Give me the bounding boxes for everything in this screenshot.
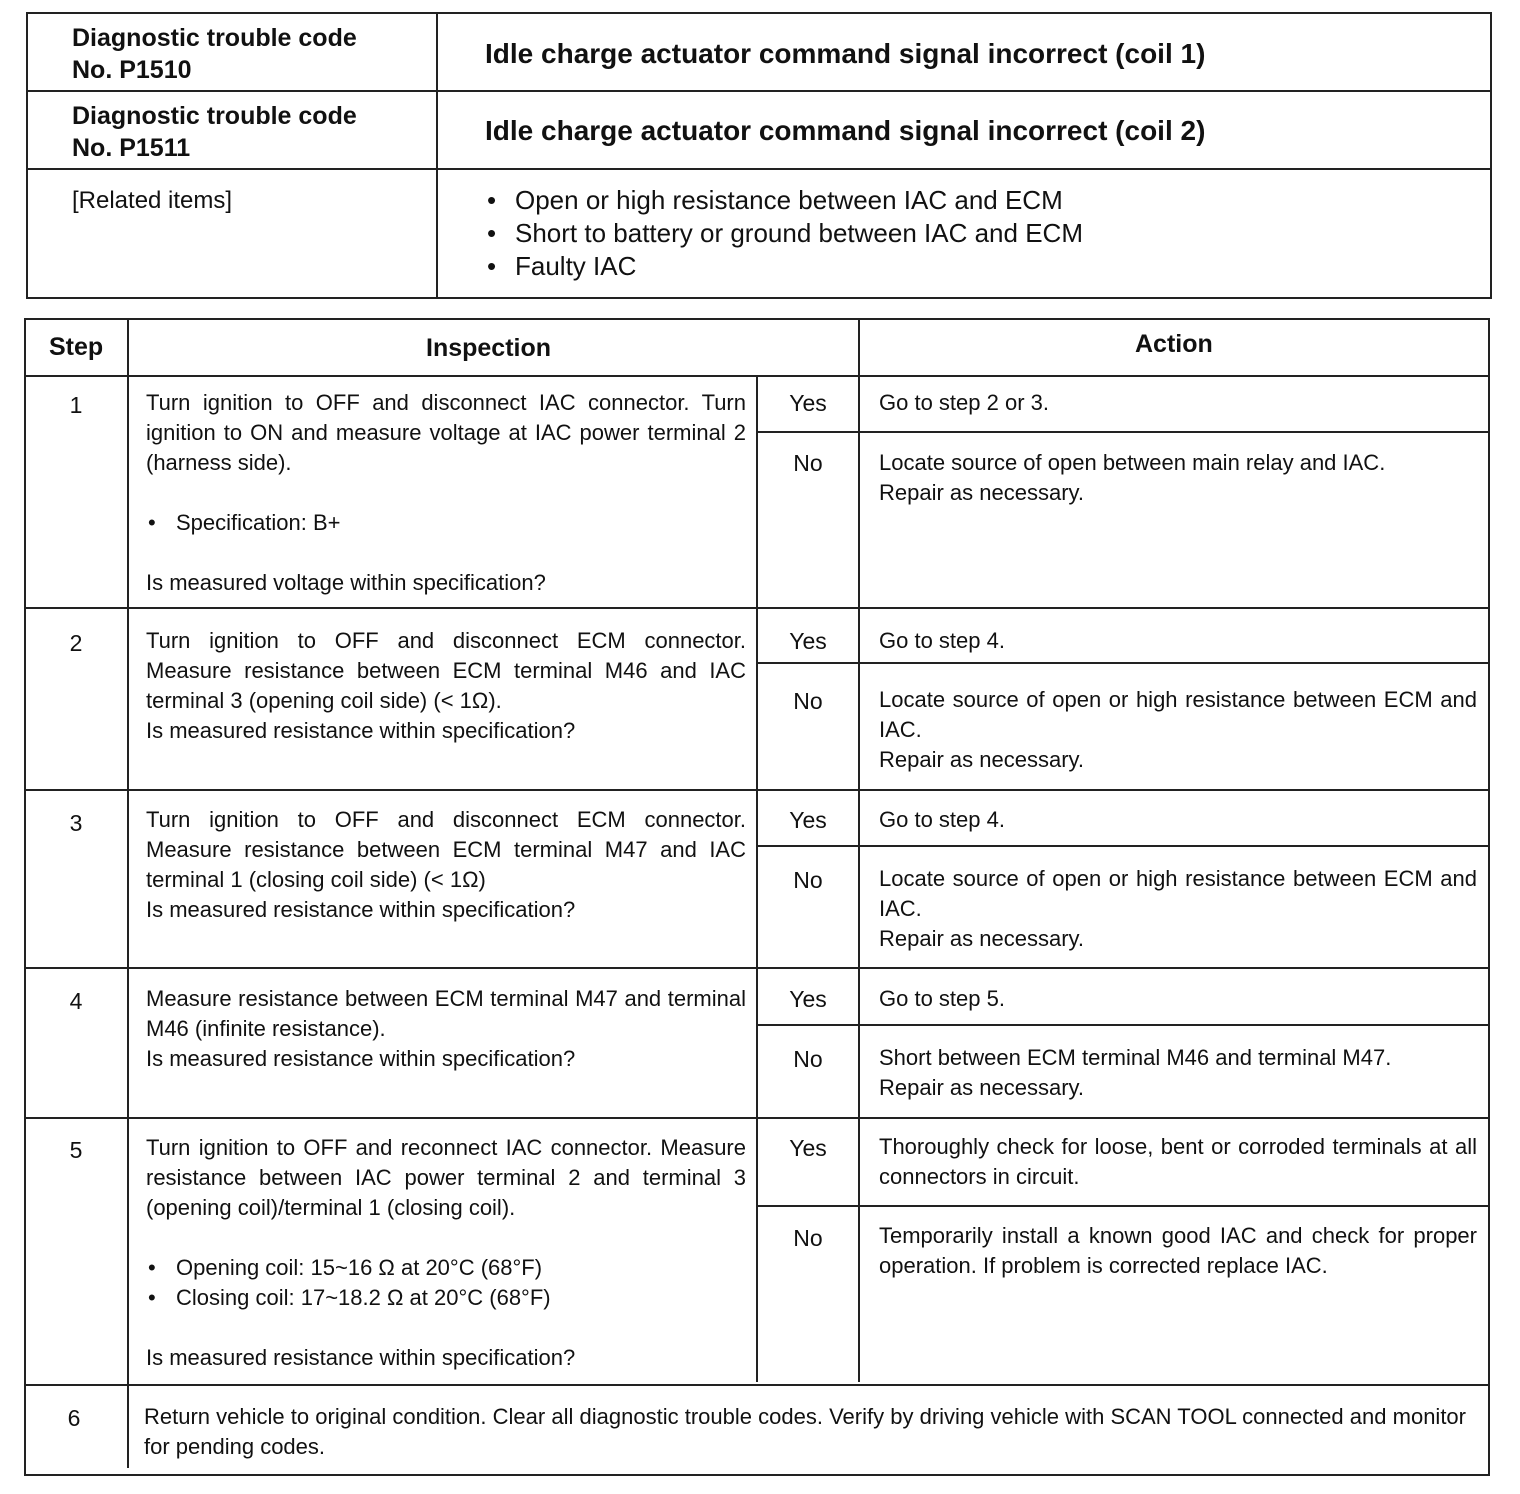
spec-bullet: • Closing coil: 17~18.2 Ω at 20°C (68°F) — [146, 1283, 746, 1313]
yes-label: Yes — [789, 1135, 827, 1161]
step-inspection: Turn ignition to OFF and disconnect IAC connector. Turn ignition to ON and measure voltage at IAC power terminal 2 (harness side). • Specification: B+ Is measured voltage within specification? — [146, 388, 746, 598]
step-number: 3 — [69, 810, 83, 836]
no-action: Short between ECM terminal M46 and terminal M47. Repair as necessary. — [879, 1045, 1392, 1100]
step-inspection: Measure resistance between ECM terminal M47 and terminal M46 (infinite resistance). Is measured resistance within specification? — [146, 986, 746, 1071]
no-label: No — [793, 450, 823, 476]
step-row-line — [24, 1117, 1490, 1119]
header-inspection: Inspection — [426, 334, 552, 362]
step-number: 1 — [69, 392, 83, 418]
dtc-label-p1511: Diagnostic trouble code No. P1511 — [72, 102, 357, 162]
header-row-line — [24, 375, 1490, 377]
yes-action: Thoroughly check for loose, bent or corroded terminals at all connectors in circuit. — [879, 1134, 1477, 1189]
no-action: Locate source of open between main relay and IAC. Repair as necessary. — [879, 450, 1386, 505]
yes-label: Yes — [789, 390, 827, 416]
yes-label: Yes — [789, 807, 827, 833]
step-inspection: Turn ignition to OFF and disconnect ECM connector. Measure resistance between ECM terminal M47 and IAC terminal 1 (closing coil side) (< 1Ω) Is measured resistance within specification? — [146, 807, 746, 922]
step-number: 2 — [69, 630, 83, 656]
step-question: Is measured resistance within specification? — [146, 1345, 576, 1370]
step-inspection: Turn ignition to OFF and reconnect IAC connector. Measure resistance between IAC power terminal 2 and terminal 3 (opening coil)/terminal 1 (closing coil). • Opening coil: 15~16 Ω at 20°C (68°F) • Closing coil: 17~18.2 Ω at 20°C (68°F) Is measured resistance within specification? — [146, 1133, 746, 1373]
dtc-row-line — [26, 90, 1492, 92]
yes-no-divider — [756, 845, 1490, 847]
spec-bullet: • Opening coil: 15~16 Ω at 20°C (68°F) — [146, 1253, 746, 1283]
yes-no-divider — [756, 431, 1490, 433]
step-row-line — [24, 789, 1490, 791]
final-step-text: Return vehicle to original condition. Clear all diagnostic trouble codes. Verify by driving vehicle with SCAN TOOL connected and monitor for pending codes. — [144, 1404, 1466, 1459]
no-label: No — [793, 867, 823, 893]
step-row-line — [24, 607, 1490, 609]
header-step: Step — [49, 333, 104, 361]
step-row-line — [24, 967, 1490, 969]
header-action: Action — [1135, 330, 1213, 358]
no-label: No — [793, 1225, 823, 1251]
dtc-title-p1510: Idle charge actuator command signal incorrect (coil 1) — [485, 38, 1206, 69]
step-question: Is measured voltage within specification? — [146, 570, 546, 595]
no-action: Temporarily install a known good IAC and check for proper operation. If problem is corrected replace IAC. — [879, 1223, 1477, 1278]
step-number: 4 — [69, 988, 83, 1014]
yes-action: Go to step 4. — [879, 628, 1005, 653]
related-item: • Faulty IAC — [483, 250, 1083, 283]
step-number: 5 — [69, 1137, 83, 1163]
related-item: • Open or high resistance between IAC and ECM — [483, 184, 1083, 217]
yes-label: Yes — [789, 628, 827, 654]
yes-action: Go to step 5. — [879, 986, 1005, 1011]
related-items-label: [Related items] — [72, 187, 233, 214]
no-action: Locate source of open or high resistance between ECM and IAC. Repair as necessary. — [879, 866, 1477, 951]
yes-action: Go to step 4. — [879, 807, 1005, 832]
dtc-table-divider — [436, 12, 438, 299]
step-row-line — [24, 1384, 1490, 1386]
dtc-label-p1510: Diagnostic trouble code No. P1510 — [72, 24, 357, 84]
yes-no-divider — [756, 1024, 1490, 1026]
yes-action: Go to step 2 or 3. — [879, 390, 1049, 415]
related-item: • Short to battery or ground between IAC and ECM — [483, 217, 1083, 250]
dtc-title-p1511: Idle charge actuator command signal incorrect (coil 2) — [485, 115, 1206, 146]
col-divider-step — [127, 318, 129, 1468]
yes-no-divider — [756, 1205, 1490, 1207]
step-inspection: Turn ignition to OFF and disconnect ECM connector. Measure resistance between ECM terminal M46 and IAC terminal 3 (opening coil side) (< 1Ω). Is measured resistance within specification? — [146, 628, 746, 743]
col-divider-inspection — [858, 318, 860, 1382]
no-action: Locate source of open or high resistance between ECM and IAC. Repair as necessary. — [879, 687, 1477, 772]
no-label: No — [793, 688, 823, 714]
no-label: No — [793, 1046, 823, 1072]
yes-no-divider — [756, 662, 1490, 664]
step-number: 6 — [67, 1405, 81, 1431]
spec-bullet: • Specification: B+ — [146, 508, 746, 538]
related-items-list — [483, 184, 1083, 283]
yes-label: Yes — [789, 986, 827, 1012]
dtc-row-line — [26, 168, 1492, 170]
